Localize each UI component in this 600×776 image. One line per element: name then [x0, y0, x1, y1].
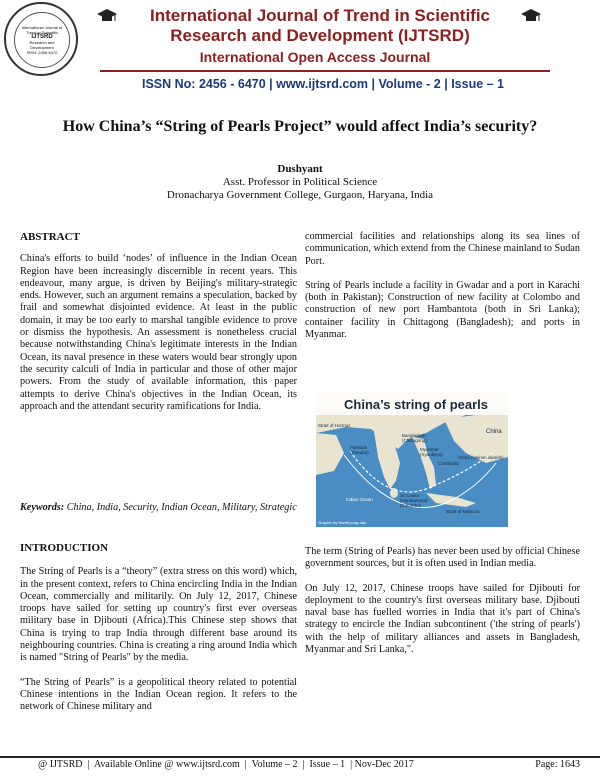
open-access-line: International Open Access Journal: [199, 49, 431, 65]
header-divider: [100, 70, 550, 72]
map-label: Bangladesh: [402, 433, 426, 438]
introduction-paragraph: The String of Pearls is a “theory” (extra stress on this word) which, in the present context, refers to China encircling India in the Indian Ocean, commercially and militarily. On July 12, 2017, Chinese troops have sailed for setting up country's first ever overseas military base in Djibouti (Africa).This Chinese step shows that China is trying to trap India through different base around its neighbouring countries. China is creating a ring around India which is named "String of Pearls" by the media.: [20, 566, 297, 664]
logo-emblem: [14, 12, 70, 68]
map-label: Pakistan: [350, 445, 368, 450]
graduation-cap-icon: [96, 8, 118, 24]
introduction-heading: INTRODUCTION: [20, 542, 109, 554]
introduction-section: [20, 542, 297, 714]
map-label: China (Hainan islands): [458, 455, 504, 460]
journal-title-line: Research and Development (IJTSRD): [170, 26, 470, 45]
journal-logo: [4, 2, 78, 76]
journal-title: [120, 6, 520, 46]
map-label: Cambodia: [438, 461, 459, 466]
map-label: (Kyaukpyu): [420, 452, 443, 457]
map-credit: Graphic by NamKyung-dan: [318, 520, 367, 525]
keywords-text: China, India, Security, Indian Ocean, Military, Strategic: [64, 502, 297, 513]
map-label: Strait of Hormuz: [318, 423, 351, 428]
body-paragraph: commercial facilities and relationships along its sea lines of communication, which extend from the Chinese mainland to Sudan Port.: [305, 231, 580, 267]
abstract-section: [20, 231, 297, 413]
body-paragraph: The term (String of Pearls) has never been used by official Chinese government sources, but it is often used in Indian media.: [305, 546, 580, 570]
map-label: Indian Ocean: [346, 497, 373, 502]
logo-abbr: IJTSRD: [31, 34, 53, 40]
body-paragraph: On July 12, 2017, Chinese troops have sailed for Djibouti for deployment to the country's first overseas military base. Djibouti naval base has fuelled worries in India that it's part of China's strategy to encircle the Indian subcontinent ('the string of pearls') with the help of military alliances and assets in Bangladesh, Myanmar and Sri Lanka,".: [305, 582, 580, 656]
logo-line: Trend in Scientific: [26, 30, 58, 35]
page-number: Page: 1643: [535, 759, 580, 770]
graduation-cap-icon: [520, 8, 542, 24]
map-label: (Gwadar): [350, 450, 369, 455]
map-graphic: [316, 393, 508, 527]
author-affiliation: Dronacharya Government College, Gurgaon, Haryana, India: [166, 189, 434, 201]
map-label: Strait of Malacca: [446, 509, 480, 514]
page-footer: [0, 756, 600, 776]
map-label: (Colombo): [400, 503, 422, 508]
right-column-top: [305, 231, 580, 341]
author-block: [0, 163, 600, 202]
footer-divider: [0, 756, 600, 758]
logo-line: International Journal of: [21, 25, 63, 30]
map-title: China’s string of pearls: [344, 397, 488, 412]
keywords: [20, 502, 297, 514]
footer-text: @ IJTSRD | Available Online @ www.ijtsrd.com | Volume – 2 | Issue – 1 | Nov-Dec 2017: [38, 759, 414, 770]
string-of-pearls-map: [316, 393, 508, 527]
logo-issn: ISSN: 2456-6470: [26, 50, 58, 55]
paper-title: How China’s “String of Pearls Project” would affect India’s security?: [62, 118, 538, 135]
abstract-text: China's efforts to build ‘nodes’ of influence in the Indian Ocean Region have been increasingly discernible in recent years. This endeavour, many argue, is driven by Beijing's military-strategic ends. However, such an argument remains a speculation, backed by frail and somewhat disjointed evidence. At least in the public domain, it may be too early to marshal tangible evidence to prove or dismiss the hypothesis. An assessment is nonetheless crucial because notwithstanding China's legitimate interests in the Indian Ocean, its naval presence in these waters would bear strongly upon the security calculi of India in particular and those of other major powers. From the study of available information, this paper attempts to derive China's objectives in the Indian Ocean, its approach and the attendant security ramifications for India.: [20, 253, 297, 412]
logo-line: Research and: [29, 40, 55, 45]
journal-header: [0, 0, 600, 112]
body-paragraph: String of Pearls include a facility in Gwadar and a port in Karachi (both in Pakistan); Construction of new facility at Colombo and construction of new port Hambantota (both in Sri Lanka); container facility in Chittagong (Bangladesh); and ports in Myanmar.: [305, 279, 580, 341]
map-label: Sri Lanka: [400, 493, 420, 498]
issn-line: ISSN No: 2456 - 6470 | www.ijtsrd.com | Volume - 2 | Issue – 1: [142, 77, 505, 91]
author-role: Asst. Professor in Political Science: [222, 176, 378, 188]
abstract-heading: ABSTRACT: [20, 231, 80, 243]
author-name: Dushyant: [277, 163, 323, 175]
map-srilanka: [390, 488, 398, 498]
map-label: (Hambantota): [400, 498, 428, 503]
journal-title-line: International Journal of Trend in Scientific: [149, 6, 491, 25]
map-label: Myanmar: [420, 447, 439, 452]
map-label: China: [486, 429, 502, 435]
map-label: (Chittagong): [402, 438, 427, 443]
right-column-bottom: [305, 546, 580, 656]
keywords-label: Keywords:: [20, 502, 65, 513]
introduction-paragraph: “The String of Pearls” is a geopolitical theory related to potential Chinese intentions in the Indian Ocean region. It refers to the network of Chinese military and: [20, 676, 297, 713]
logo-line: Development: [30, 45, 54, 50]
